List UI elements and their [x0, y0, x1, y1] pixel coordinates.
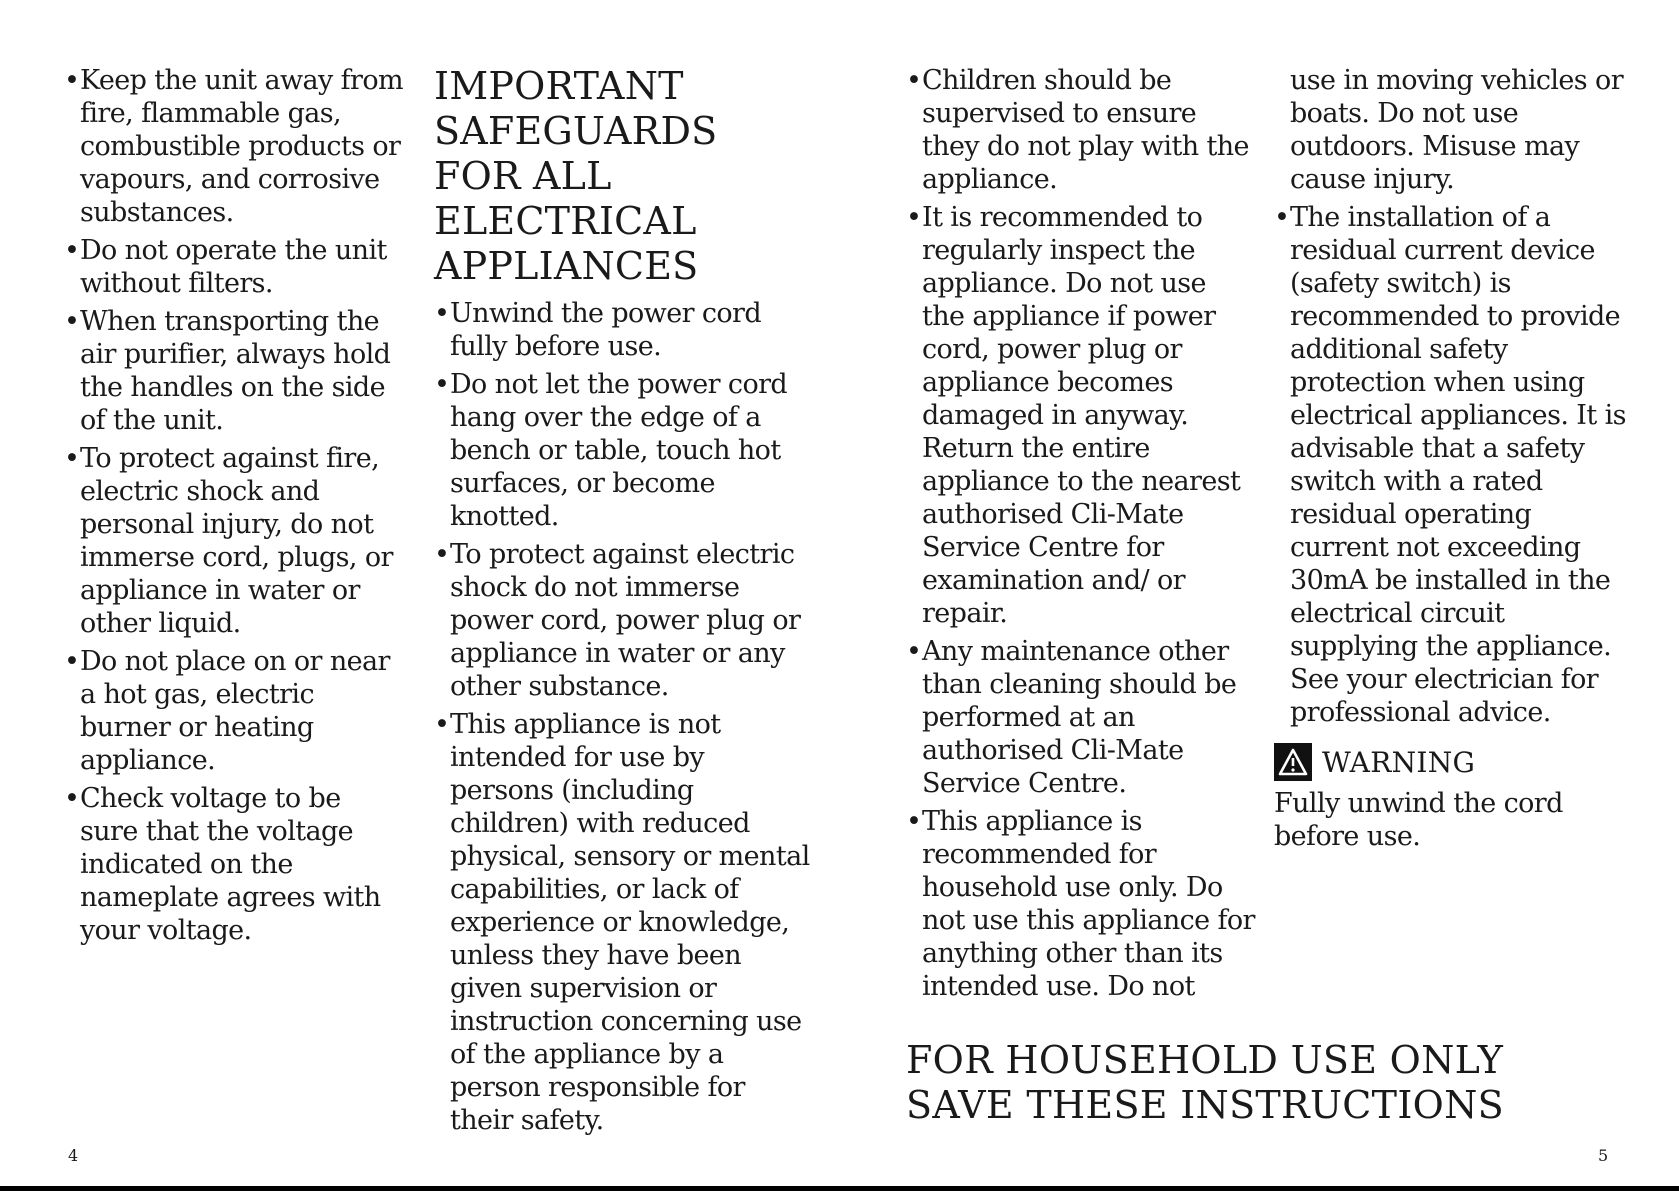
list-item: • Do not let the power cord hang over the edge of a bench or table, touch hot surfaces, or become knotted. [434, 369, 788, 532]
list-item: • To protect against electric shock do not immerse power cord, power plug or appliance in water or any other substance. [434, 539, 801, 702]
warning-header [1274, 743, 1634, 781]
footer-line-household: FOR HOUSEHOLD USE ONLY [906, 1038, 1504, 1082]
list-item: • Any maintenance other than cleaning should be performed at an authorised Cli-Mate Service Centre. [906, 636, 1237, 799]
right-page-column-2 [1274, 64, 1634, 853]
section-heading: IMPORTANT SAFEGUARDS FOR ALL ELECTRICAL APPLIANCES [434, 64, 718, 288]
list-item: • This appliance is recommended for household use only. Do not use this appliance for anything other than its intended use. Do not [906, 806, 1255, 1002]
safety-list-4 [1274, 201, 1634, 729]
list-item: • Unwind the power cord fully before use. [434, 298, 762, 362]
list-item: • This appliance is not intended for use by persons (including children) with reduced physical, sensory or mental capabilities, or lack of experience or knowledge, unless they have been given supervision or instruction concerning use of the appliance by a person responsible for their safety. [434, 709, 810, 1136]
page-number-right: 5 [1598, 1146, 1609, 1165]
list-item: • To protect against fire, electric shock and personal injury, do not immerse cord, plugs, or appliance in water or other liquid. [64, 443, 393, 639]
safety-list-3 [906, 64, 1256, 1003]
warning-text: Fully unwind the cord before use. [1274, 788, 1563, 852]
footer-line-save: SAVE THESE INSTRUCTIONS [906, 1083, 1504, 1127]
safety-list-2 [434, 297, 814, 1137]
warning-label: WARNING [1322, 745, 1476, 779]
list-item: • Do not operate the unit without filters. [64, 235, 387, 299]
continued-text: use in moving vehicles or boats. Do not use outdoors. Misuse may cause injury. [1290, 65, 1624, 195]
left-page-column-2 [434, 64, 814, 1142]
page-number-left: 4 [68, 1146, 79, 1165]
list-item: • The installation of a residual current device (safety switch) is recommended to provide additional safety protection when using electrical appliances. It is advisable that a safety switch with a rated residual operating current not exceeding 30mA be installed in the electrical circuit supplying the appliance. See your electrician for professional advice. [1274, 202, 1626, 728]
list-item: • Children should be supervised to ensure they do not play with the appliance. [906, 65, 1249, 195]
list-item: • When transporting the air purifier, always hold the handles on the side of the unit. [64, 306, 391, 436]
safety-list-1 [64, 64, 404, 947]
footer-notice [906, 1038, 1504, 1128]
warning-triangle-icon [1274, 743, 1312, 781]
left-page-column-1 [64, 64, 404, 952]
list-item: • Keep the unit away from fire, flammable gas, combustible products or vapours, and corrosive substances. [64, 65, 404, 228]
bottom-divider [0, 1186, 1679, 1191]
list-item: • Do not place on or near a hot gas, electric burner or heating appliance. [64, 646, 390, 776]
list-item: • It is recommended to regularly inspect the appliance. Do not use the appliance if power cord, power plug or appliance becomes damaged in anyway. Return the entire appliance to the nearest authorised Cli-Mate Service Centre for examination and/ or repair. [906, 202, 1241, 629]
list-item: • Check voltage to be sure that the voltage indicated on the nameplate agrees with your voltage. [64, 783, 381, 946]
right-page-column-1 [906, 64, 1256, 1008]
